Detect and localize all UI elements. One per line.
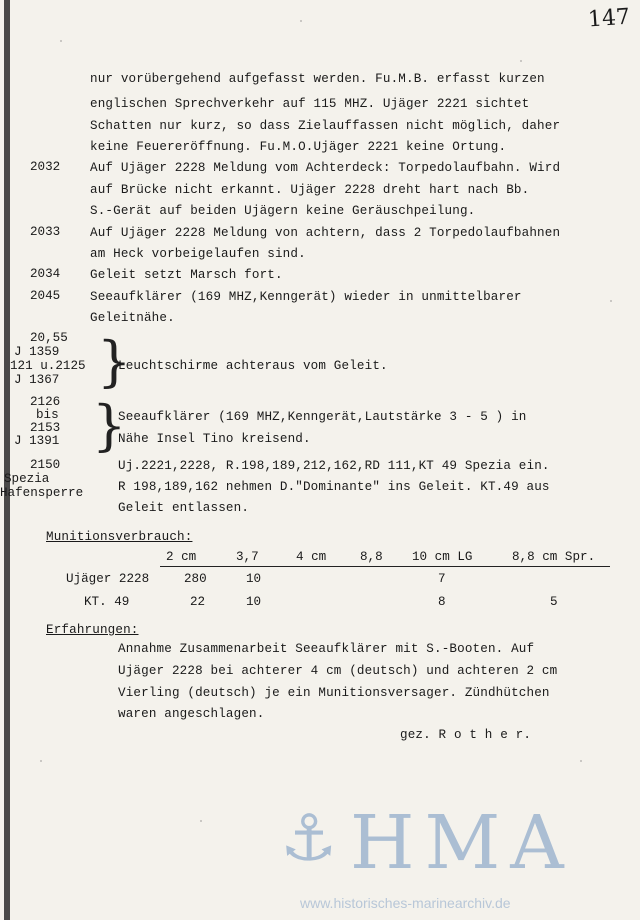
brace-symbol: } xyxy=(97,330,132,393)
scan-speck xyxy=(200,820,202,822)
header-underline xyxy=(160,566,610,567)
entry-time: bis xyxy=(36,408,59,422)
entry-time: J 1367 xyxy=(14,373,60,387)
text-line: nur vorübergehend aufgefasst werden. Fu.M.B. erfasst kurzen xyxy=(90,72,545,86)
page-number: 147 xyxy=(587,4,631,33)
table-cell: 10 xyxy=(246,572,262,586)
text-line: Annahme Zusammenarbeit Seeaufklärer mit S.-Booten. Auf xyxy=(118,642,535,656)
entry-time: 2153 xyxy=(30,421,61,435)
text-line: S.-Gerät auf beiden Ujägern keine Geräuschpeilung. xyxy=(90,204,476,218)
table-header: 8,8 xyxy=(360,550,383,564)
watermark-text: HMA xyxy=(350,800,574,886)
text-line: keine Feuereröffnung. Fu.M.O.Ujäger 2221 keine Ortung. xyxy=(90,140,507,154)
watermark-url: www.historisches-marinearchiv.de xyxy=(300,895,511,911)
text-line: auf Brücke nicht erkannt. Ujäger 2228 dreht hart nach Bb. xyxy=(90,183,530,197)
binding-edge xyxy=(4,0,10,920)
text-line: Seeaufklärer (169 MHZ,Kenngerät) wieder in unmittelbarer xyxy=(90,290,522,304)
text-line: englischen Sprechverkehr auf 115 MHZ. Ujäger 2221 sichtet xyxy=(90,97,530,111)
table-cell: 5 xyxy=(550,595,558,609)
text-line: waren angeschlagen. xyxy=(118,707,265,721)
text-line: Vierling (deutsch) je ein Munitionsversager. Zündhütchen xyxy=(118,686,550,700)
text-line: Uj.2221,2228, R.198,189,212,162,RD 111,KT 49 Spezia ein. xyxy=(118,459,550,473)
entry-time: 2033 xyxy=(30,225,61,239)
entry-time: 2034 xyxy=(30,267,61,281)
table-row-label: KT. 49 xyxy=(84,595,130,609)
table-header: 8,8 cm Spr. xyxy=(512,550,596,564)
table-row-label: Ujäger 2228 xyxy=(66,572,150,586)
scan-speck xyxy=(610,300,612,302)
entry-time: 2032 xyxy=(30,160,61,174)
text-line: Nähe Insel Tino kreisend. xyxy=(118,432,311,446)
entry-time: 121 u.2125 xyxy=(10,359,86,373)
entry-time: 2045 xyxy=(30,289,61,303)
table-header: 3,7 xyxy=(236,550,259,564)
entry-time: J 1391 xyxy=(14,434,60,448)
brace-symbol: } xyxy=(92,394,127,457)
entry-time: Spezia xyxy=(4,472,50,486)
text-line: Auf Ujäger 2228 Meldung von achtern, dass 2 Torpedolaufbahnen xyxy=(90,226,561,240)
table-header: 4 cm xyxy=(296,550,327,564)
text-line: Leuchtschirme achteraus vom Geleit. xyxy=(118,359,388,373)
text-line: Seeaufklärer (169 MHZ,Kenngerät,Lautstärke 3 - 5 ) in xyxy=(118,410,527,424)
table-cell: 280 xyxy=(184,572,207,586)
scan-speck xyxy=(580,760,582,762)
text-line: R 198,189,162 nehmen D."Dominante" ins Geleit. KT.49 aus xyxy=(118,480,550,494)
entry-time: J 1359 xyxy=(14,345,60,359)
text-line: Geleit setzt Marsch fort. xyxy=(90,268,283,282)
signature: gez. R o t h e r. xyxy=(400,728,532,742)
scan-speck xyxy=(60,40,62,42)
entry-time: Hafensperre xyxy=(0,486,84,500)
table-header: 10 cm LG xyxy=(412,550,473,564)
table-header: 2 cm xyxy=(166,550,197,564)
text-line: am Heck vorbeigelaufen sind. xyxy=(90,247,306,261)
munitions-heading: Munitionsverbrauch: xyxy=(46,530,193,544)
entry-time: 2126 xyxy=(30,395,61,409)
text-line: Geleit entlassen. xyxy=(118,501,250,515)
text-line: Schatten nur kurz, so dass Zielauffassen nicht möglich, daher xyxy=(90,119,561,133)
anchor-icon: ⚓ xyxy=(280,802,338,876)
entry-time: 2150 xyxy=(30,458,61,472)
table-cell: 22 xyxy=(190,595,206,609)
scan-speck xyxy=(40,760,42,762)
table-cell: 7 xyxy=(438,572,446,586)
table-cell: 10 xyxy=(246,595,262,609)
text-line: Auf Ujäger 2228 Meldung vom Achterdeck: Torpedolaufbahn. Wird xyxy=(90,161,561,175)
scan-speck xyxy=(300,20,302,22)
text-line: Ujäger 2228 bei achterer 4 cm (deutsch) und achteren 2 cm xyxy=(118,664,558,678)
text-line: Geleitnähe. xyxy=(90,311,175,325)
scan-speck xyxy=(520,60,522,62)
table-cell: 8 xyxy=(438,595,446,609)
experience-heading: Erfahrungen: xyxy=(46,623,139,637)
entry-time: 20,55 xyxy=(30,331,68,345)
